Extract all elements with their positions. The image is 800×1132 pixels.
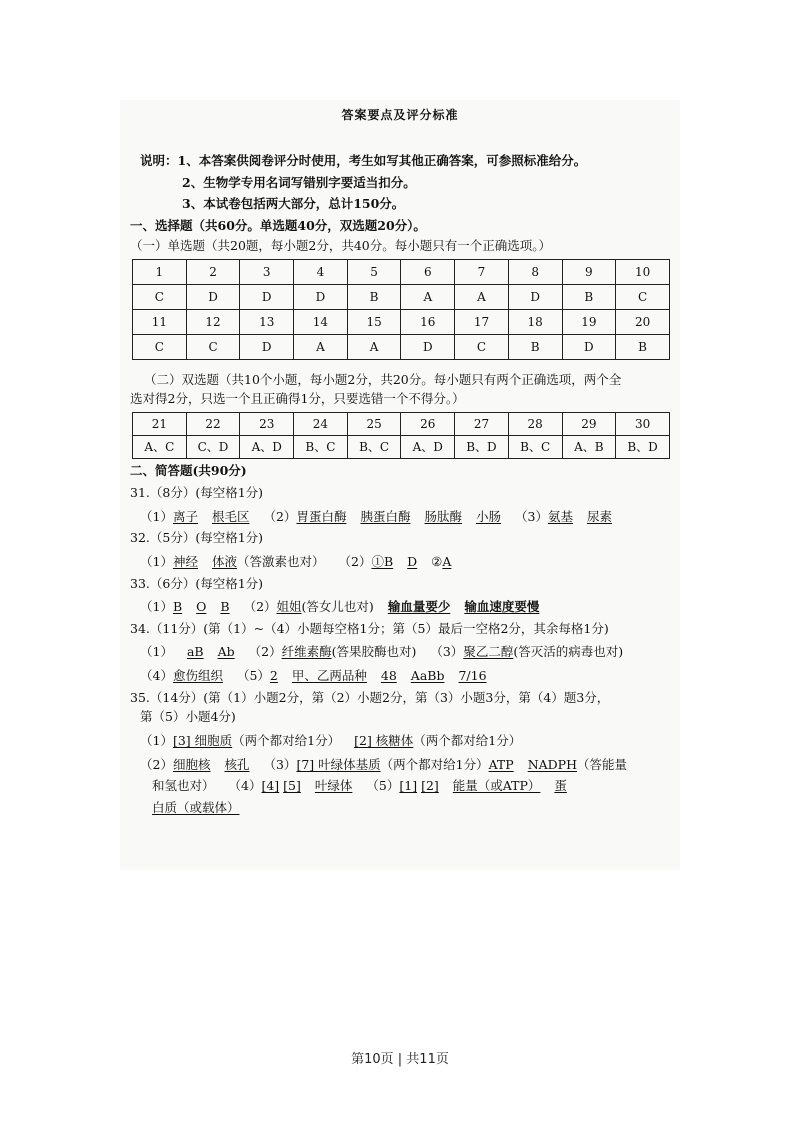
q35-answer: ATP [488, 756, 514, 772]
double-choice-table [132, 412, 670, 459]
table-cell: 5 [347, 260, 401, 285]
q34-note: (答果胶酶也对) [331, 644, 417, 660]
section1-heading: 一、选择题（共60分。单选题40分，双选题20分）。 [130, 217, 426, 233]
table-cell: C [616, 285, 670, 310]
q32-sub-label: ② [431, 553, 443, 569]
table-cell: 12 [186, 310, 240, 335]
table-cell: 29 [562, 413, 616, 436]
table-cell: 9 [562, 260, 616, 285]
q31-answers [130, 509, 670, 525]
q34-heading: 34.（11分）(第（1）~（4）小题每空格1分；第（5）最后一空格2分，其余每格1分) [130, 620, 609, 636]
q33-answer: 输血速度要慢 [464, 599, 540, 615]
q32-heading: 32.（5分）(每空格1分) [130, 530, 264, 546]
q35-answer: [3] 细胞质 [172, 732, 233, 748]
q35-answer: NADPH [527, 756, 577, 772]
q35-heading-1: 35.（14分）(第（1）小题2分，第（2）小题2分，第（3）小题3分，第（4）题3分， [130, 689, 610, 705]
q35-answer: [1] [399, 778, 418, 794]
table-row [133, 413, 670, 436]
q35-part3-label: （3） [263, 756, 297, 772]
table-cell: D [401, 335, 455, 360]
table-cell: 25 [347, 413, 401, 436]
q35-note: （两个都对给1分） [413, 732, 522, 748]
table-cell: C [455, 335, 509, 360]
table-row [133, 310, 670, 335]
table-cell: B [347, 285, 401, 310]
section2-heading: 二、简答题(共90分) [130, 463, 247, 479]
q31-answer: 胰蛋白酶 [360, 508, 411, 524]
table-cell: A [294, 335, 348, 360]
q34-note: (答灭活的病毒也对) [513, 644, 624, 660]
double-choice-heading-2: 选对得2分，只选一个且正确得1分，只要选错一个不得分。） [130, 390, 465, 406]
table-cell: B、C [347, 436, 401, 459]
table-cell: 26 [401, 413, 455, 436]
q34-part3-label: （3） [430, 644, 464, 660]
q35-part4-label: （4） [228, 778, 262, 794]
table-cell: B、D [455, 436, 509, 459]
table-cell: 17 [455, 310, 509, 335]
q34-answers-line1 [130, 644, 670, 660]
table-cell: B [562, 285, 616, 310]
table-cell: 6 [401, 260, 455, 285]
note-2: 2、生物学专用名词写错别字要适当扣分。 [182, 174, 416, 190]
table-cell: C [133, 335, 187, 360]
table-cell: 2 [186, 260, 240, 285]
q32-answer: ①B [371, 553, 394, 569]
q33-answers [130, 599, 670, 615]
q32-part1-label: （1） [140, 553, 173, 569]
q34-answers-line2 [130, 668, 670, 684]
q31-answer: 离子 [172, 508, 198, 524]
q32-answer: 体液 [211, 553, 237, 569]
q34-answer: 甲、乙两品种 [291, 668, 367, 683]
table-cell: 22 [186, 413, 240, 436]
q33-answer: 姐姐 [276, 599, 302, 615]
table-cell: A、D [401, 436, 455, 459]
table-cell: 11 [133, 310, 187, 335]
q31-answer: 根毛区 [211, 508, 250, 524]
q32-answer: A [442, 553, 452, 569]
q35-note: （两个都对给1分） [232, 732, 341, 748]
q33-part2-label: （2） [243, 599, 277, 615]
q35-heading-2: 第（5）小题4分) [140, 709, 236, 725]
q35-part2-label: （2） [140, 756, 173, 772]
single-choice-table [132, 259, 670, 360]
q33-heading: 33.（6分）(每空格1分) [130, 575, 264, 591]
q33-note: (答女儿也对) [301, 599, 374, 615]
table-cell: 14 [294, 310, 348, 335]
page-title: 答案要点及评分标准 [341, 108, 459, 122]
q33-answer: B [220, 599, 230, 615]
q35-answer: [2] 核糖体 [354, 732, 414, 748]
table-row [133, 285, 670, 310]
table-cell: 19 [562, 310, 616, 335]
single-choice-heading: （一）单选题（共20题，每小题2分，共40分。每小题只有一个正确选项。） [130, 237, 552, 253]
q35-answer: [4] [261, 778, 280, 794]
note-1: 说明：1、本答案供阅卷评分时使用，考生如写其他正确答案，可参照标准给分。 [140, 153, 587, 168]
q33-part1-label: （1） [140, 599, 173, 615]
table-row [133, 260, 670, 285]
q34-answer: 7/16 [458, 668, 487, 683]
table-cell: C [133, 285, 187, 310]
table-cell: D [240, 335, 294, 360]
q35-note: （答能量 [577, 756, 628, 772]
table-cell: 7 [455, 260, 509, 285]
q31-answer: 肠肽酶 [424, 508, 462, 524]
q34-part4-label: （4） [140, 668, 173, 683]
q34-answer: Ab [217, 644, 235, 660]
table-cell: 3 [240, 260, 294, 285]
q31-part1-label: （1） [140, 508, 173, 524]
table-cell: D [240, 285, 294, 310]
q32-answer: D [407, 553, 418, 569]
q31-answer: 氨基 [547, 508, 573, 524]
q35-answer: 叶绿体 [314, 778, 353, 794]
q32-note: （答激素也对） [236, 553, 325, 569]
q35-part5-label: （5） [366, 778, 400, 794]
table-cell: 13 [240, 310, 294, 335]
table-cell: D [508, 285, 562, 310]
q33-answer: 输血量要少 [387, 599, 451, 615]
page-footer: 第10页 | 共11页 [351, 1052, 449, 1067]
q35-note: （两个都对给1分） [380, 756, 489, 772]
table-cell: C、D [186, 436, 240, 459]
q34-answer: 纤维素酶 [281, 644, 332, 660]
q33-answer: O [196, 599, 207, 615]
table-cell: 15 [347, 310, 401, 335]
table-cell: B、C [508, 436, 562, 459]
table-cell: A [347, 335, 401, 360]
q33-answer: B [172, 599, 183, 615]
q35-answers-line3 [130, 778, 670, 794]
table-cell: 16 [401, 310, 455, 335]
table-cell: D [294, 285, 348, 310]
q35-answer: [2] [421, 778, 439, 794]
table-cell: A、C [133, 436, 187, 459]
double-choice-heading-1: （二）双选题（共10个小题，每小题2分，共20分。每小题只有两个正确选项，两个全 [144, 372, 622, 388]
table-cell: 21 [133, 413, 187, 436]
q34-answer: 聚乙二醇 [463, 644, 514, 660]
q34-answer: aB [186, 644, 204, 660]
table-cell: 1 [133, 260, 187, 285]
q31-heading: 31.（8分）(每空格1分) [130, 485, 264, 500]
q31-answer: 尿素 [586, 508, 612, 524]
q35-answer: 能量（或ATP） [452, 778, 541, 794]
q32-answer: 神经 [172, 553, 198, 569]
table-cell: 10 [616, 260, 670, 285]
table-cell: D [562, 335, 616, 360]
q32-answers [130, 554, 670, 570]
table-cell: B、D [616, 436, 670, 459]
table-cell: B、C [294, 436, 348, 459]
q35-answers-line2 [130, 757, 670, 773]
table-cell: C [186, 335, 240, 360]
q35-note: 和氢也对） [152, 778, 215, 794]
table-cell: 24 [294, 413, 348, 436]
table-cell: 30 [616, 413, 670, 436]
q31-answer: 胃蛋白酶 [296, 508, 347, 524]
q35-answer: 核孔 [224, 756, 250, 772]
q34-part2-label: （2） [248, 644, 282, 660]
table-cell: A [401, 285, 455, 310]
q35-part1-label: （1） [140, 732, 173, 748]
q34-answer: AaBb [410, 668, 445, 683]
table-cell: D [186, 285, 240, 310]
q35-answers-line1 [130, 733, 670, 749]
table-cell: 27 [455, 413, 509, 436]
table-cell: 23 [240, 413, 294, 436]
q35-answer: 蛋 [554, 778, 567, 794]
table-cell: A、D [240, 436, 294, 459]
table-cell: 8 [508, 260, 562, 285]
q34-answer: 愈伤组织 [172, 668, 223, 683]
answer-document [130, 108, 670, 815]
table-cell: A [455, 285, 509, 310]
q35-answer: [7] 叶绿体基质 [296, 756, 381, 772]
q35-answer: 细胞核 [172, 756, 211, 772]
table-cell: 28 [508, 413, 562, 436]
table-cell: B [616, 335, 670, 360]
q31-part2-label: （2） [263, 508, 297, 524]
q34-answer: 48 [380, 668, 397, 683]
q35-answers-line4 [130, 800, 670, 816]
note-3: 3、本试卷包括两大部分，总计150分。 [182, 196, 405, 212]
table-cell: 4 [294, 260, 348, 285]
table-row [133, 335, 670, 360]
table-row [133, 436, 670, 459]
table-cell: B [508, 335, 562, 360]
table-cell: 20 [616, 310, 670, 335]
q35-answer: [5] [283, 778, 301, 794]
q34-part1-label: （1） [140, 644, 173, 660]
table-cell: A、B [562, 436, 616, 459]
q35-answer: 白质（或载体） [152, 799, 240, 815]
q34-part5-label: （5） [236, 668, 270, 683]
q31-answer: 小肠 [475, 508, 501, 524]
q32-part2-label: （2） [338, 553, 372, 569]
q34-answer: 2 [269, 668, 278, 683]
q31-part3-label: （3） [515, 508, 548, 524]
table-cell: 18 [508, 310, 562, 335]
